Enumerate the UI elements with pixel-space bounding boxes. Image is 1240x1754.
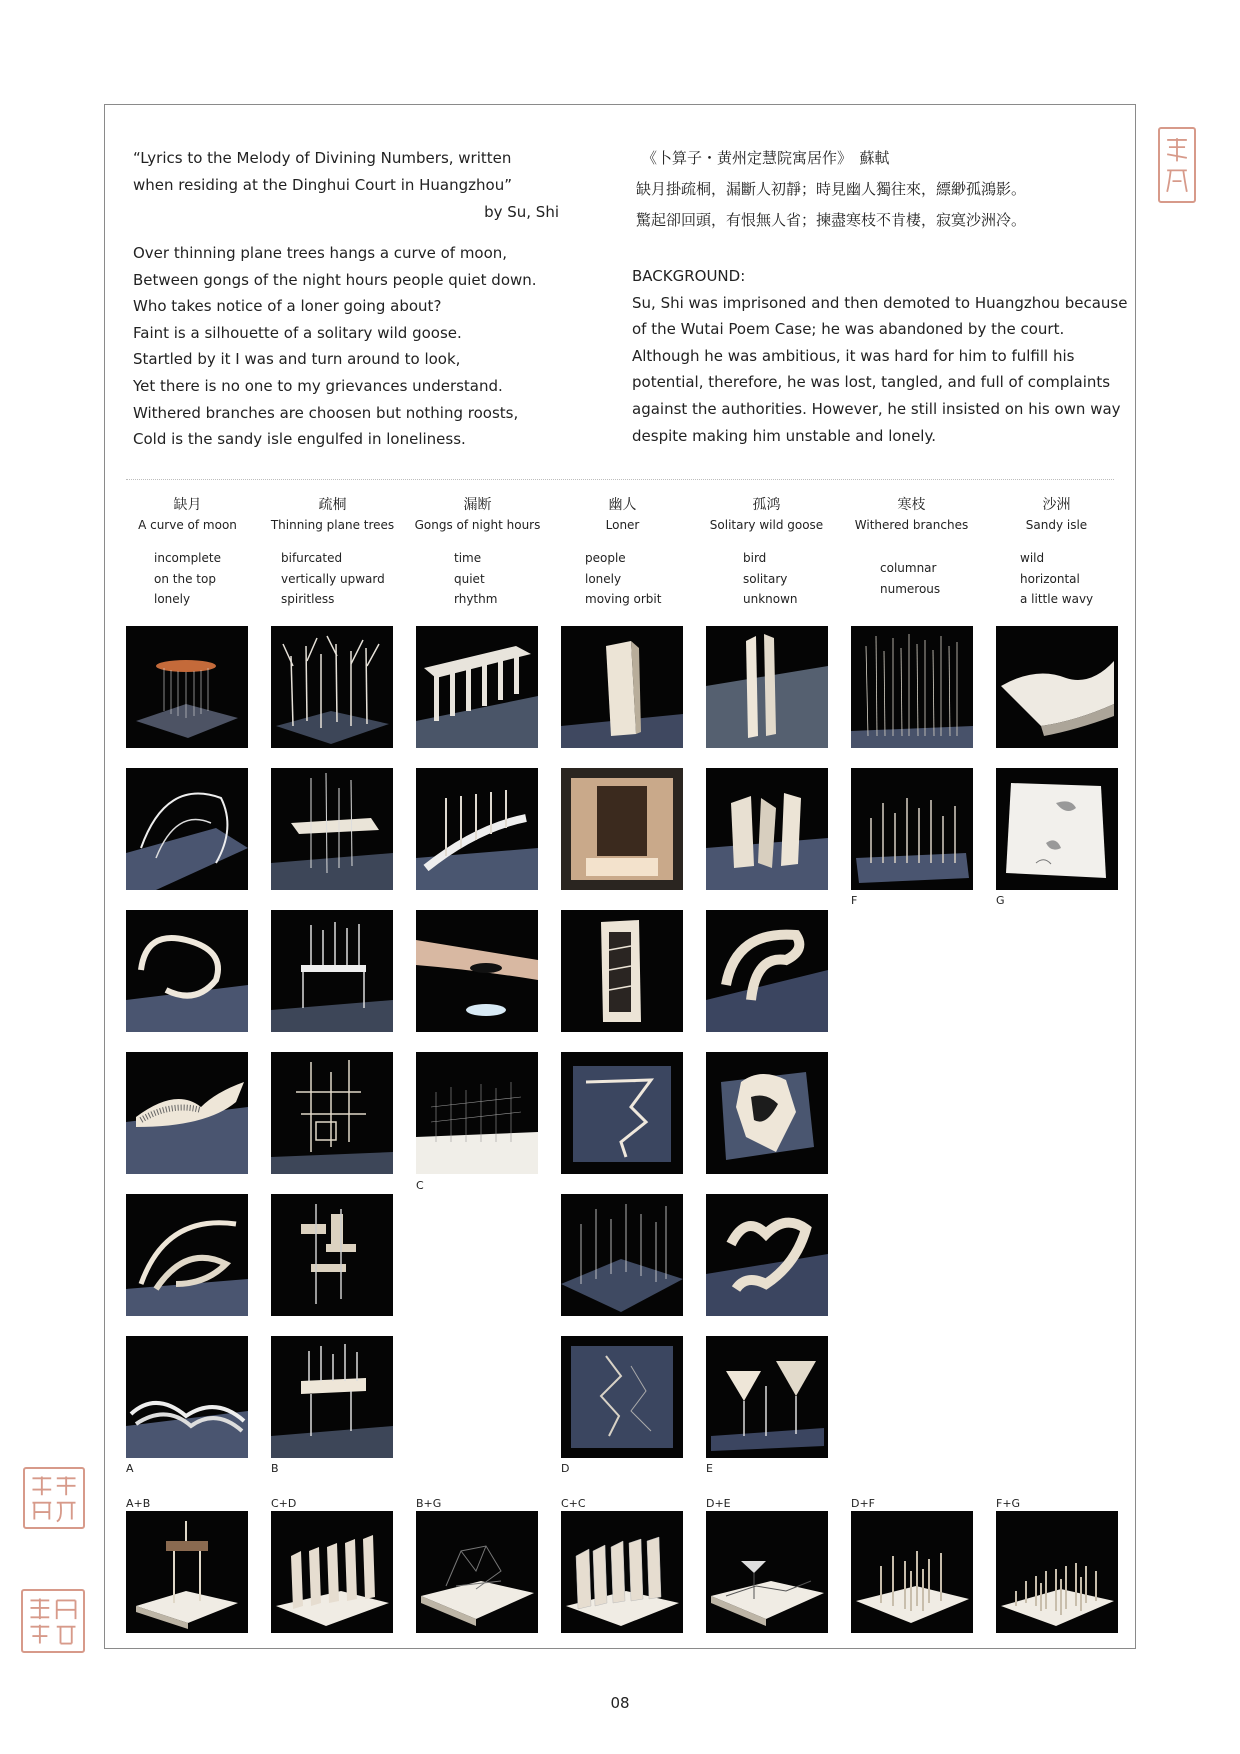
combo-photo-b-plus-g xyxy=(416,1511,538,1633)
model-photo-withered-branches-1 xyxy=(851,626,973,748)
model-photo-plane-trees-1 xyxy=(271,626,393,748)
column-title-en: Gongs of night hours xyxy=(414,518,541,532)
combo-photo-d-plus-f xyxy=(851,1511,973,1633)
background-line: against the authorities. However, he still insisted on his own way xyxy=(632,399,1121,418)
keyword: horizontal xyxy=(1020,571,1080,586)
model-photo-moon-4 xyxy=(126,1052,248,1174)
keyword: moving orbit xyxy=(585,592,662,606)
keyword: bifurcated xyxy=(281,551,343,565)
column-title-en: A curve of moon xyxy=(138,518,237,532)
model-photo-moon-5 xyxy=(126,1194,248,1316)
section-divider xyxy=(126,479,1114,480)
label-a: A xyxy=(126,1462,134,1475)
label-d-plus-e: D+E xyxy=(706,1497,731,1510)
background-line: despite making him unstable and lonely. xyxy=(632,426,936,445)
keyword: quiet xyxy=(454,571,485,586)
keyword: a little wavy xyxy=(1020,592,1094,606)
column-title-en: Sandy isle xyxy=(1025,518,1088,532)
label-f: F xyxy=(851,894,858,907)
model-photo-plane-trees-3 xyxy=(271,910,393,1032)
column-header-moon xyxy=(115,496,260,534)
label-f-plus-g: F+G xyxy=(996,1497,1021,1510)
label-c-plus-c: C+C xyxy=(561,1497,586,1510)
column-title-zh: 幽人 xyxy=(608,497,637,513)
model-photo-loner-5 xyxy=(561,1194,683,1316)
combo-photo-d-plus-e xyxy=(706,1511,828,1633)
column-title-zh: 缺月 xyxy=(173,497,202,513)
keyword: vertically upward xyxy=(281,571,385,586)
model-photo-moon-6 xyxy=(126,1336,248,1458)
column-title-en: Loner xyxy=(605,518,640,532)
background-line: Su, Shi was imprisoned and then demoted to Huangzhou because xyxy=(632,293,1128,312)
keyword: rhythm xyxy=(454,592,498,606)
column-title-zh: 疏桐 xyxy=(318,497,347,513)
keyword: columnar xyxy=(880,561,937,575)
model-photo-plane-trees-2 xyxy=(271,768,393,890)
model-photo-night-hours-3 xyxy=(416,910,538,1032)
model-photo-night-hours-4 xyxy=(416,1052,538,1174)
background-line: potential, therefore, he was lost, tangled, and full of complaints xyxy=(632,373,1111,392)
model-photo-plane-trees-4 xyxy=(271,1052,393,1174)
background-section xyxy=(632,263,1132,449)
chinese-poem-line: 缺月掛疏桐，漏斷人初靜；時見幽人獨往來，縹緲孤鴻影。 xyxy=(636,180,1027,198)
column-keywords xyxy=(1020,548,1093,610)
column-keywords xyxy=(281,548,385,610)
label-d: D xyxy=(561,1462,570,1475)
model-photo-plane-trees-6 xyxy=(271,1336,393,1458)
label-b: B xyxy=(271,1462,279,1475)
model-photo-wild-goose-3 xyxy=(706,910,828,1032)
label-e: E xyxy=(706,1462,713,1475)
seal-stamp-icon xyxy=(1158,127,1196,203)
combo-photo-c-plus-d xyxy=(271,1511,393,1633)
keyword: wild xyxy=(1020,551,1045,565)
label-b-plus-g: B+G xyxy=(416,1497,442,1510)
model-photo-wild-goose-4 xyxy=(706,1052,828,1174)
column-header-night-hours xyxy=(405,496,550,534)
model-photo-loner-6 xyxy=(561,1336,683,1458)
column-keywords xyxy=(454,548,497,610)
background-heading: BACKGROUND: xyxy=(632,267,746,285)
model-photo-withered-branches-2 xyxy=(851,768,973,890)
label-a-plus-b: A+B xyxy=(126,1497,151,1510)
model-photo-wild-goose-2 xyxy=(706,768,828,890)
model-photo-wild-goose-6 xyxy=(706,1336,828,1458)
column-header-withered-branches xyxy=(839,496,984,534)
combo-photo-c-plus-c xyxy=(561,1511,683,1633)
poem-body xyxy=(133,240,573,453)
model-photo-plane-trees-5 xyxy=(271,1194,393,1316)
column-header-wild-goose xyxy=(694,496,839,534)
model-photo-loner-2 xyxy=(561,768,683,890)
poem-title xyxy=(133,145,563,226)
column-header-plane-trees xyxy=(260,496,405,534)
keyword: people xyxy=(585,551,626,565)
model-photo-night-hours-2 xyxy=(416,768,538,890)
column-title-en: Thinning plane trees xyxy=(270,518,395,532)
poem-line: Between gongs of the night hours people quiet down. xyxy=(133,270,537,289)
column-keywords xyxy=(585,548,661,610)
chinese-poem-title: 《卜算子・黄州定慧院寓居作》 蘇軾 xyxy=(642,149,890,167)
combo-photo-f-plus-g xyxy=(996,1511,1118,1633)
poem-line: Faint is a silhouette of a solitary wild goose. xyxy=(133,323,462,342)
poem-line: Withered branches are choosen but nothing roosts, xyxy=(133,403,519,422)
keyword: bird xyxy=(743,551,767,565)
model-photo-loner-3 xyxy=(561,910,683,1032)
keyword: solitary xyxy=(743,571,788,586)
column-header-loner xyxy=(550,496,695,534)
model-photo-moon-3 xyxy=(126,910,248,1032)
seal-stamp-icon xyxy=(23,1467,85,1529)
keyword: on the top xyxy=(154,571,216,586)
column-keywords xyxy=(880,558,940,599)
model-photo-moon-1 xyxy=(126,626,248,748)
keyword: time xyxy=(454,551,482,565)
seal-stamp-icon xyxy=(21,1589,85,1653)
column-keywords xyxy=(743,548,798,610)
model-photo-night-hours-1 xyxy=(416,626,538,748)
model-photo-wild-goose-5 xyxy=(706,1194,828,1316)
combo-photo-a-plus-b xyxy=(126,1511,248,1633)
poem-author: by Su, Shi xyxy=(484,203,559,221)
poem-line: Who takes notice of a loner going about? xyxy=(133,297,442,316)
poem-line: Yet there is no one to my grievances understand. xyxy=(133,376,503,395)
chinese-poem xyxy=(636,143,1116,236)
column-title-zh: 寒枝 xyxy=(897,497,926,513)
model-photo-loner-4 xyxy=(561,1052,683,1174)
keyword: spiritless xyxy=(281,592,335,606)
column-title-en: Solitary wild goose xyxy=(709,518,824,532)
poem-line: Cold is the sandy isle engulfed in loneliness. xyxy=(133,430,466,449)
keyword: unknown xyxy=(743,592,798,606)
model-photo-moon-2 xyxy=(126,768,248,890)
background-line: Although he was ambitious, it was hard for him to fulfill his xyxy=(632,346,1075,365)
keyword: lonely xyxy=(154,592,191,606)
label-c: C xyxy=(416,1179,424,1192)
column-title-zh: 沙洲 xyxy=(1042,497,1071,513)
poem-title-line-1: “Lyrics to the Melody of Divining Numbers, written xyxy=(133,149,512,167)
label-g: G xyxy=(996,894,1005,907)
column-header-sandy-isle xyxy=(984,496,1129,534)
model-photo-loner-1 xyxy=(561,626,683,748)
keyword: incomplete xyxy=(154,551,221,565)
model-photo-sandy-isle-1 xyxy=(996,626,1118,748)
label-d-plus-f: D+F xyxy=(851,1497,876,1510)
poem-title-line-2: when residing at the Dinghui Court in Huangzhou” xyxy=(133,176,512,194)
page-number: 08 xyxy=(610,1694,630,1712)
poem-line: Over thinning plane trees hangs a curve of moon, xyxy=(133,244,508,262)
column-title-zh: 孤鸿 xyxy=(752,497,781,513)
keyword: numerous xyxy=(880,581,941,596)
keyword: lonely xyxy=(585,571,622,586)
model-photo-wild-goose-1 xyxy=(706,626,828,748)
poem-line: Startled by it I was and turn around to look, xyxy=(133,350,461,369)
model-photo-sandy-isle-2 xyxy=(996,768,1118,890)
label-c-plus-d: C+D xyxy=(271,1497,297,1510)
background-line: of the Wutai Poem Case; he was abandoned by the court. xyxy=(632,320,1065,339)
column-title-zh: 漏断 xyxy=(463,497,492,513)
column-keywords xyxy=(154,548,221,610)
column-title-en: Withered branches xyxy=(854,518,969,532)
chinese-poem-line: 驚起卻回頭，有恨無人省；揀盡寒枝不肯棲，寂寞沙洲冷。 xyxy=(636,211,1027,229)
